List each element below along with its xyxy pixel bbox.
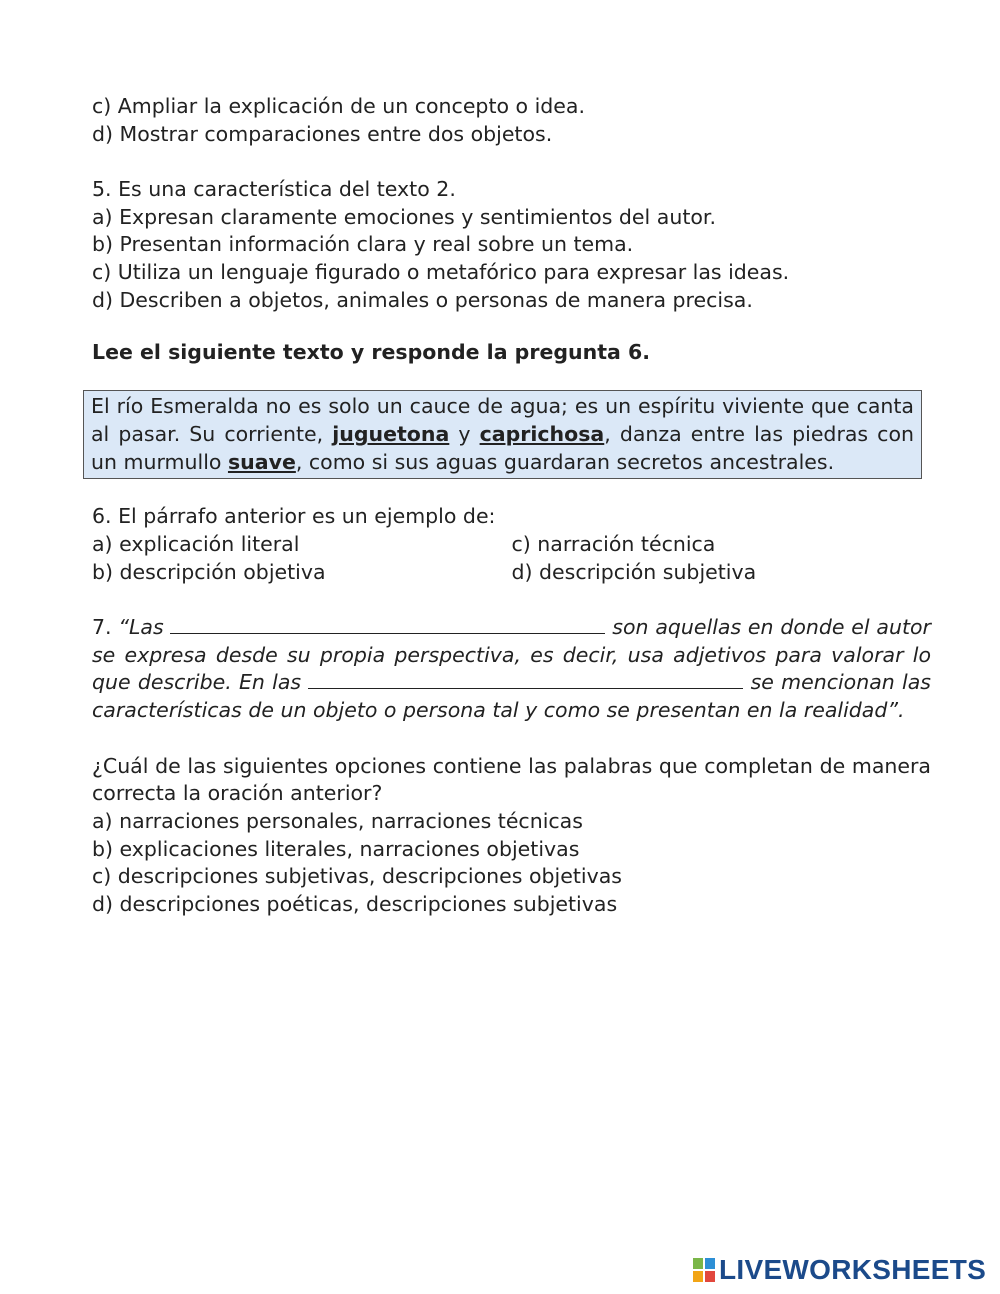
q6-option-d: d) descripción subjetiva	[511, 559, 757, 584]
logo-square-2	[705, 1258, 715, 1269]
q6-stem: 6. El párrafo anterior es un ejemplo de:	[92, 504, 496, 529]
q5-option-a: a) Expresan claramente emociones y sentimientos del autor.	[92, 204, 716, 229]
passage-text-4: , como si sus aguas guardaran secretos ancestrales.	[295, 449, 835, 474]
q7-option-a: a) narraciones personales, narraciones técnicas	[92, 808, 583, 833]
passage-text-2: y	[449, 421, 480, 446]
liveworksheets-logo-icon	[692, 1257, 716, 1283]
passage-text-1: El río Esmeralda no es solo un cauce de agua; es un espíritu viviente que canta al pasar. Su corriente,	[91, 394, 914, 446]
passage-text-3: , danza entre las piedras con un murmullo	[91, 421, 914, 474]
reading-passage-box	[83, 390, 922, 479]
q7-number: 7.	[92, 615, 112, 640]
q7-blank-2[interactable]	[308, 670, 743, 689]
q7-option-b: b) explicaciones literales, narraciones objetivas	[92, 836, 580, 861]
logo-square-4	[705, 1271, 715, 1282]
logo-square-1	[693, 1258, 703, 1269]
passage-word-juguetona: juguetona	[332, 421, 450, 446]
passage-word-caprichosa: caprichosa	[479, 421, 605, 446]
q6-option-c: c) narración técnica	[511, 531, 716, 556]
q6-option-a: a) explicación literal	[92, 531, 300, 556]
q7-statement	[92, 614, 931, 725]
q7-part-2: son aquellas en donde el autor se expresa desde su propia perspectiva, es decir, usa adjetivos para valorar lo que describe. En las	[92, 615, 931, 695]
q5-option-b: b) Presentan información clara y real sobre un tema.	[92, 232, 634, 257]
logo-text: LIVEWORKSHEETS	[719, 1254, 987, 1285]
q7-blank-1[interactable]	[170, 615, 605, 634]
q7-option-d: d) descripciones poéticas, descripciones subjetivas	[92, 892, 618, 917]
q6-option-b: b) descripción objetiva	[92, 559, 326, 584]
q5-option-d: d) Describen a objetos, animales o personas de manera precisa.	[92, 287, 753, 312]
q7-option-c: c) descripciones subjetivas, descripciones objetivas	[92, 864, 622, 889]
q7-part-3: se mencionan las características de un objeto o persona tal y como se presentan en la realidad”.	[92, 670, 931, 723]
q5-option-c: c) Utiliza un lenguaje figurado o metafórico para expresar las ideas.	[92, 260, 790, 285]
q4-option-d: d) Mostrar comparaciones entre dos objetos.	[92, 121, 553, 146]
logo-square-3	[693, 1271, 703, 1282]
reading-instruction: Lee el siguiente texto y responde la pregunta 6.	[92, 339, 651, 364]
passage-word-suave: suave	[227, 449, 296, 474]
q7-question: ¿Cuál de las siguientes opciones contiene las palabras que completan de manera correcta la oración anterior?	[92, 753, 931, 806]
liveworksheets-logo	[692, 1256, 986, 1284]
q7-part-1: “Las	[118, 615, 164, 640]
worksheet-page	[92, 93, 931, 919]
q5-stem: 5. Es una característica del texto 2.	[92, 177, 456, 202]
q4-option-c: c) Ampliar la explicación de un concepto o idea.	[92, 94, 586, 118]
